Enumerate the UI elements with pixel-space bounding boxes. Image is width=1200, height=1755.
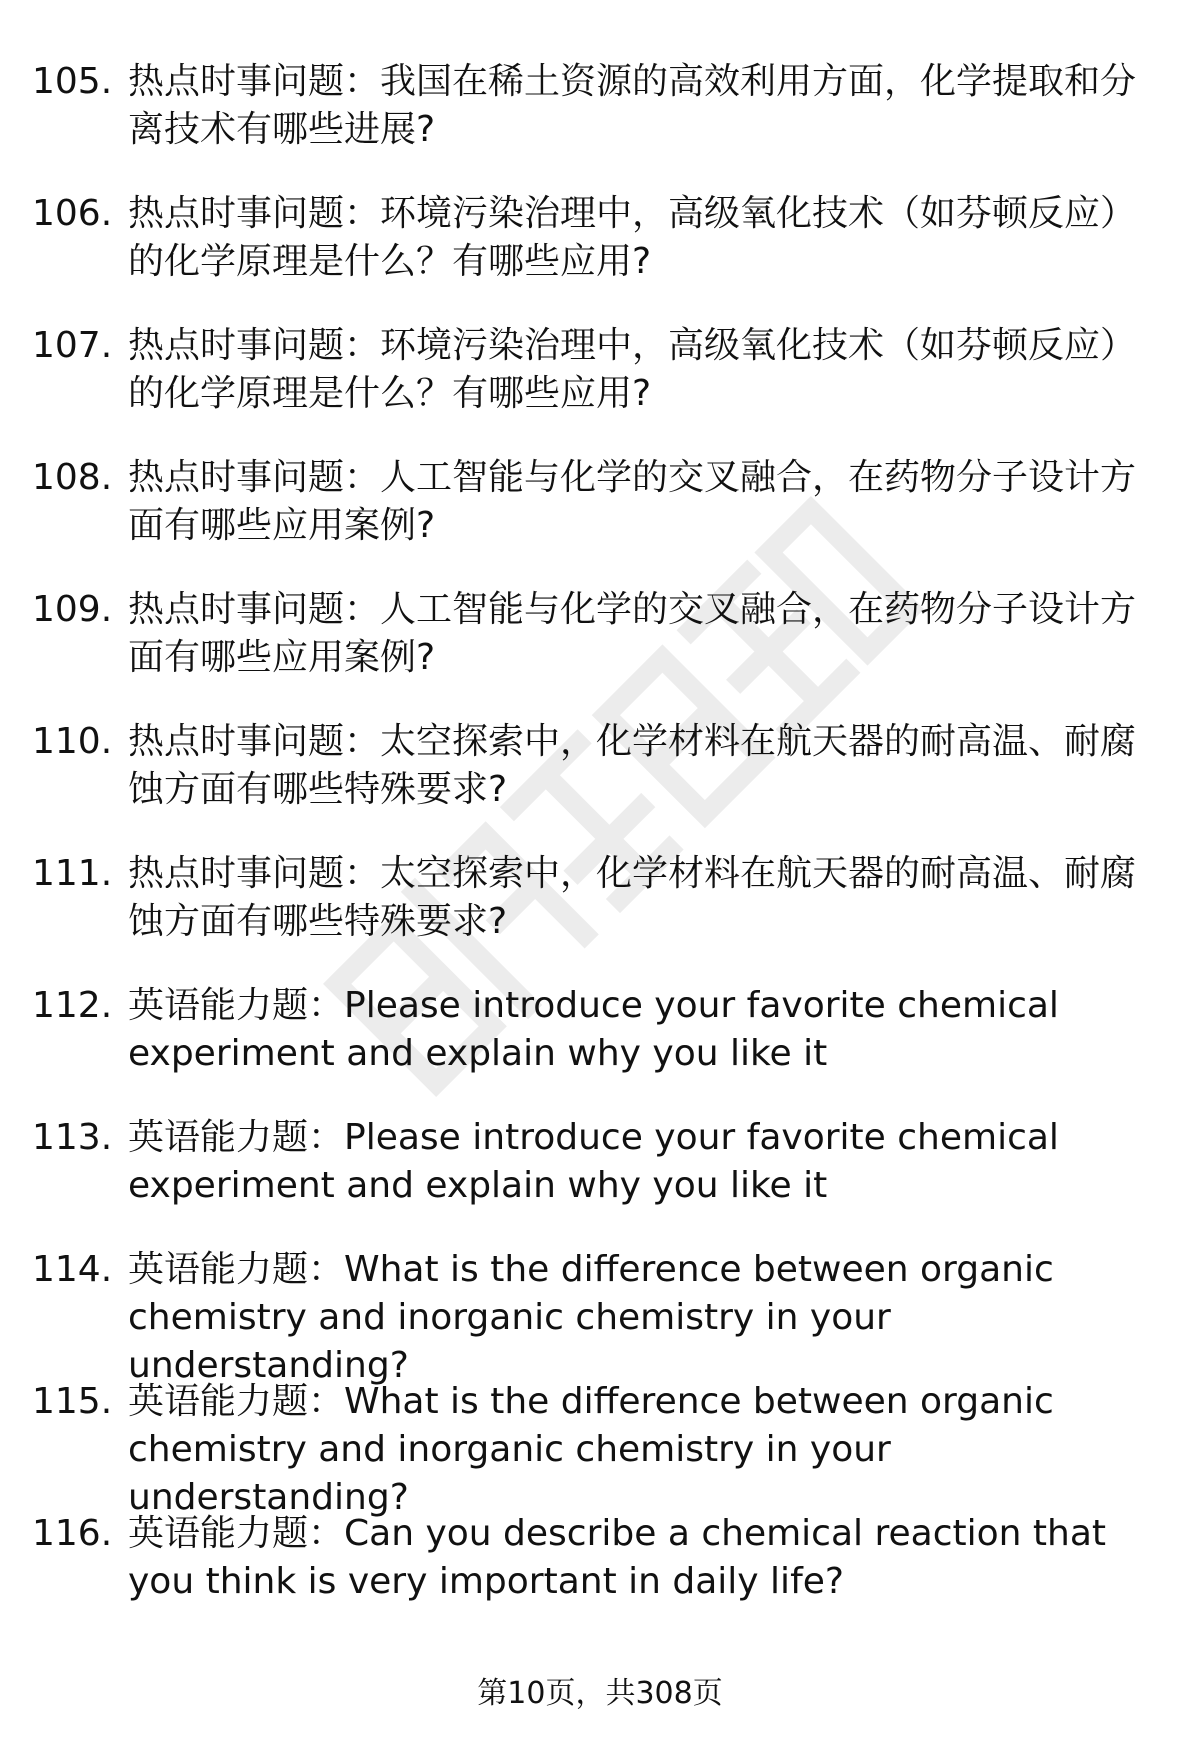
question-item <box>0 1114 1200 1246</box>
question-item <box>0 190 1200 322</box>
question-text: 热点时事问题：环境污染治理中，高级氧化技术（如芬顿反应）的化学原理是什么？有哪些应用? <box>128 325 1137 414</box>
question-item <box>0 1510 1200 1642</box>
question-text: 热点时事问题：太空探索中，化学材料在航天器的耐高温、耐腐蚀方面有哪些特殊要求? <box>128 721 1137 810</box>
question-item <box>0 850 1200 982</box>
question-number: 112. <box>32 985 113 1026</box>
question-text: 热点时事问题：我国在稀土资源的高效利用方面，化学提取和分离技术有哪些进展? <box>128 61 1137 150</box>
question-number: 114. <box>32 1249 113 1290</box>
question-item <box>0 58 1200 190</box>
question-item <box>0 1246 1200 1386</box>
question-number: 115. <box>32 1381 113 1422</box>
question-text: 英语能力题：What is the difference between organic chemistry and inorganic chemistry in your understanding? <box>128 1381 1054 1518</box>
question-text: 英语能力题：Please introduce your favorite chemical experiment and explain why you like it <box>128 1117 1059 1206</box>
question-item <box>0 982 1200 1114</box>
question-item <box>0 322 1200 454</box>
question-item <box>0 718 1200 850</box>
question-number: 105. <box>32 61 113 102</box>
question-item <box>0 1378 1200 1518</box>
question-text: 热点时事问题：环境污染治理中，高级氧化技术（如芬顿反应）的化学原理是什么？有哪些应用? <box>128 193 1137 282</box>
question-text: 英语能力题：Can you describe a chemical reaction that you think is very important in daily life? <box>128 1513 1106 1602</box>
page-footer: 第10页，共308页 <box>477 1676 723 1711</box>
question-number: 107. <box>32 325 113 366</box>
question-list <box>0 58 1200 1642</box>
question-text: 英语能力题：What is the difference between organic chemistry and inorganic chemistry in your understanding? <box>128 1249 1054 1386</box>
question-item <box>0 586 1200 718</box>
question-number: 106. <box>32 193 113 234</box>
question-text: 热点时事问题：人工智能与化学的交叉融合，在药物分子设计方面有哪些应用案例? <box>128 457 1137 546</box>
question-number: 113. <box>32 1117 113 1158</box>
question-item <box>0 454 1200 586</box>
question-number: 111. <box>32 853 113 894</box>
question-text: 热点时事问题：人工智能与化学的交叉融合，在药物分子设计方面有哪些应用案例? <box>128 589 1137 678</box>
question-number: 110. <box>32 721 113 762</box>
question-number: 108. <box>32 457 113 498</box>
question-number: 109. <box>32 589 113 630</box>
question-text: 英语能力题：Please introduce your favorite chemical experiment and explain why you like it <box>128 985 1059 1074</box>
question-number: 116. <box>32 1513 113 1554</box>
question-text: 热点时事问题：太空探索中，化学材料在航天器的耐高温、耐腐蚀方面有哪些特殊要求? <box>128 853 1137 942</box>
